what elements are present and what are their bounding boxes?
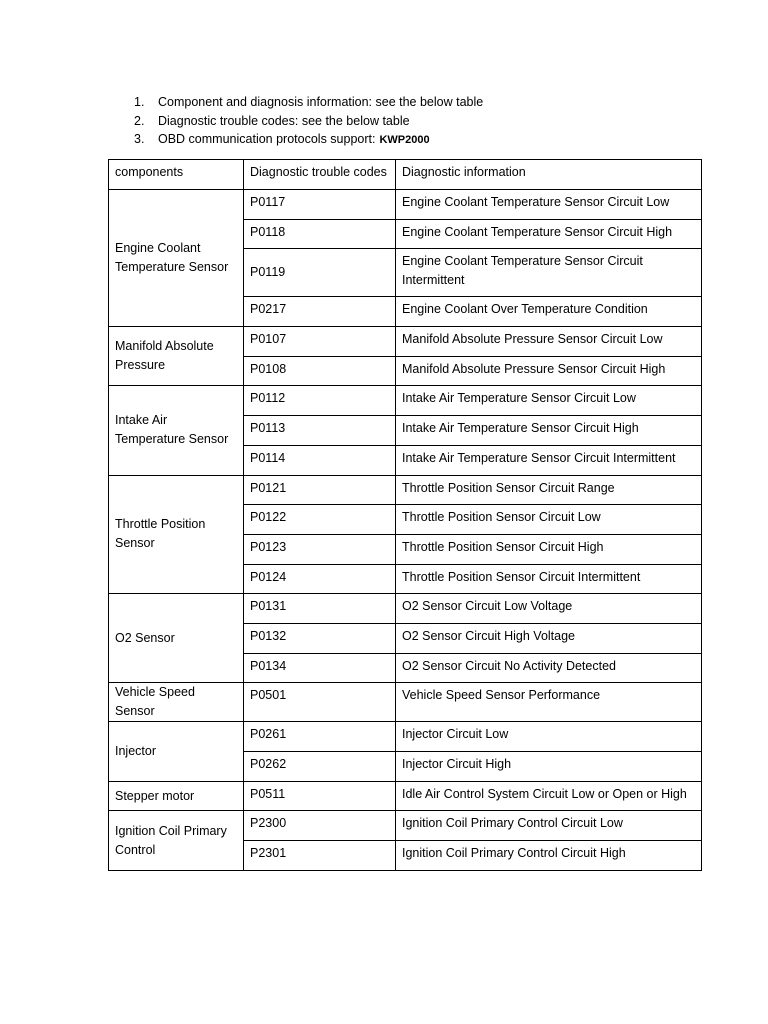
code-cell: P0108 xyxy=(244,356,396,386)
code-cell: P0217 xyxy=(244,297,396,327)
code-cell: P0132 xyxy=(244,623,396,653)
component-cell: Engine Coolant Temperature Sensor xyxy=(109,190,244,327)
dtc-table-body xyxy=(109,160,702,871)
component-cell: Stepper motor xyxy=(109,781,244,811)
info-cell: Ignition Coil Primary Control Circuit High xyxy=(396,841,702,871)
code-cell: P0112 xyxy=(244,386,396,416)
list-number: 2. xyxy=(134,113,145,128)
component-cell: O2 Sensor xyxy=(109,594,244,683)
list-item xyxy=(134,130,483,149)
table-header-row xyxy=(109,160,702,190)
info-cell: Engine Coolant Temperature Sensor Circuit Low xyxy=(396,190,702,220)
info-cell: Intake Air Temperature Sensor Circuit Low xyxy=(396,386,702,416)
info-cell: Throttle Position Sensor Circuit High xyxy=(396,534,702,564)
list-number: 3. xyxy=(134,132,145,146)
info-cell: Injector Circuit Low xyxy=(396,722,702,752)
info-cell: Throttle Position Sensor Circuit Low xyxy=(396,505,702,535)
code-cell: P0122 xyxy=(244,505,396,535)
intro-list xyxy=(134,93,483,149)
info-cell: Injector Circuit High xyxy=(396,752,702,782)
code-cell: P0124 xyxy=(244,564,396,594)
info-cell: Idle Air Control System Circuit Low or Open or High xyxy=(396,781,702,811)
code-cell: P0131 xyxy=(244,594,396,624)
code-cell: P0134 xyxy=(244,653,396,683)
code-cell: P0501 xyxy=(244,683,396,722)
table-row xyxy=(109,722,702,752)
list-text: Diagnostic trouble codes: see the below table xyxy=(158,113,410,128)
code-cell: P2300 xyxy=(244,811,396,841)
protocol-name: KWP2000 xyxy=(379,134,430,146)
info-cell: Manifold Absolute Pressure Sensor Circuit Low xyxy=(396,327,702,357)
info-cell: Engine Coolant Temperature Sensor Circuit High xyxy=(396,219,702,249)
list-text: OBD communication protocols support: xyxy=(158,132,376,146)
code-cell: P0123 xyxy=(244,534,396,564)
code-cell: P0511 xyxy=(244,781,396,811)
info-cell: Ignition Coil Primary Control Circuit Low xyxy=(396,811,702,841)
code-cell: P0119 xyxy=(244,249,396,297)
component-cell: Ignition Coil Primary Control xyxy=(109,811,244,870)
info-cell: Engine Coolant Over Temperature Condition xyxy=(396,297,702,327)
table-row xyxy=(109,781,702,811)
info-cell: Engine Coolant Temperature Sensor Circuit Intermittent xyxy=(396,249,702,297)
info-cell: O2 Sensor Circuit High Voltage xyxy=(396,623,702,653)
component-cell: Vehicle Speed Sensor xyxy=(109,683,244,722)
info-cell: O2 Sensor Circuit No Activity Detected xyxy=(396,653,702,683)
info-cell: O2 Sensor Circuit Low Voltage xyxy=(396,594,702,624)
code-cell: P0262 xyxy=(244,752,396,782)
code-cell: P0118 xyxy=(244,219,396,249)
component-cell: Intake Air Temperature Sensor xyxy=(109,386,244,475)
table-row xyxy=(109,811,702,841)
info-cell: Throttle Position Sensor Circuit Intermittent xyxy=(396,564,702,594)
header-info: Diagnostic information xyxy=(396,160,702,190)
code-cell: P0261 xyxy=(244,722,396,752)
info-cell: Vehicle Speed Sensor Performance xyxy=(396,683,702,722)
info-cell: Intake Air Temperature Sensor Circuit High xyxy=(396,416,702,446)
list-item xyxy=(134,93,483,112)
code-cell: P2301 xyxy=(244,841,396,871)
info-cell: Throttle Position Sensor Circuit Range xyxy=(396,475,702,505)
dtc-table xyxy=(108,159,702,871)
header-components: components xyxy=(109,160,244,190)
table-row xyxy=(109,594,702,624)
list-number: 1. xyxy=(134,95,145,109)
code-cell: P0114 xyxy=(244,445,396,475)
component-cell: Manifold Absolute Pressure xyxy=(109,327,244,386)
table-row xyxy=(109,475,702,505)
component-cell: Injector xyxy=(109,722,244,781)
code-cell: P0121 xyxy=(244,475,396,505)
code-cell: P0107 xyxy=(244,327,396,357)
table-row xyxy=(109,190,702,220)
table-row xyxy=(109,386,702,416)
info-cell: Intake Air Temperature Sensor Circuit Intermittent xyxy=(396,445,702,475)
info-cell: Manifold Absolute Pressure Sensor Circuit High xyxy=(396,356,702,386)
header-codes: Diagnostic trouble codes xyxy=(244,160,396,190)
list-item xyxy=(134,112,483,131)
code-cell: P0113 xyxy=(244,416,396,446)
component-cell: Throttle Position Sensor xyxy=(109,475,244,594)
table-row xyxy=(109,327,702,357)
table-row xyxy=(109,683,702,722)
list-text: Component and diagnosis information: see the below table xyxy=(158,95,484,109)
code-cell: P0117 xyxy=(244,190,396,220)
